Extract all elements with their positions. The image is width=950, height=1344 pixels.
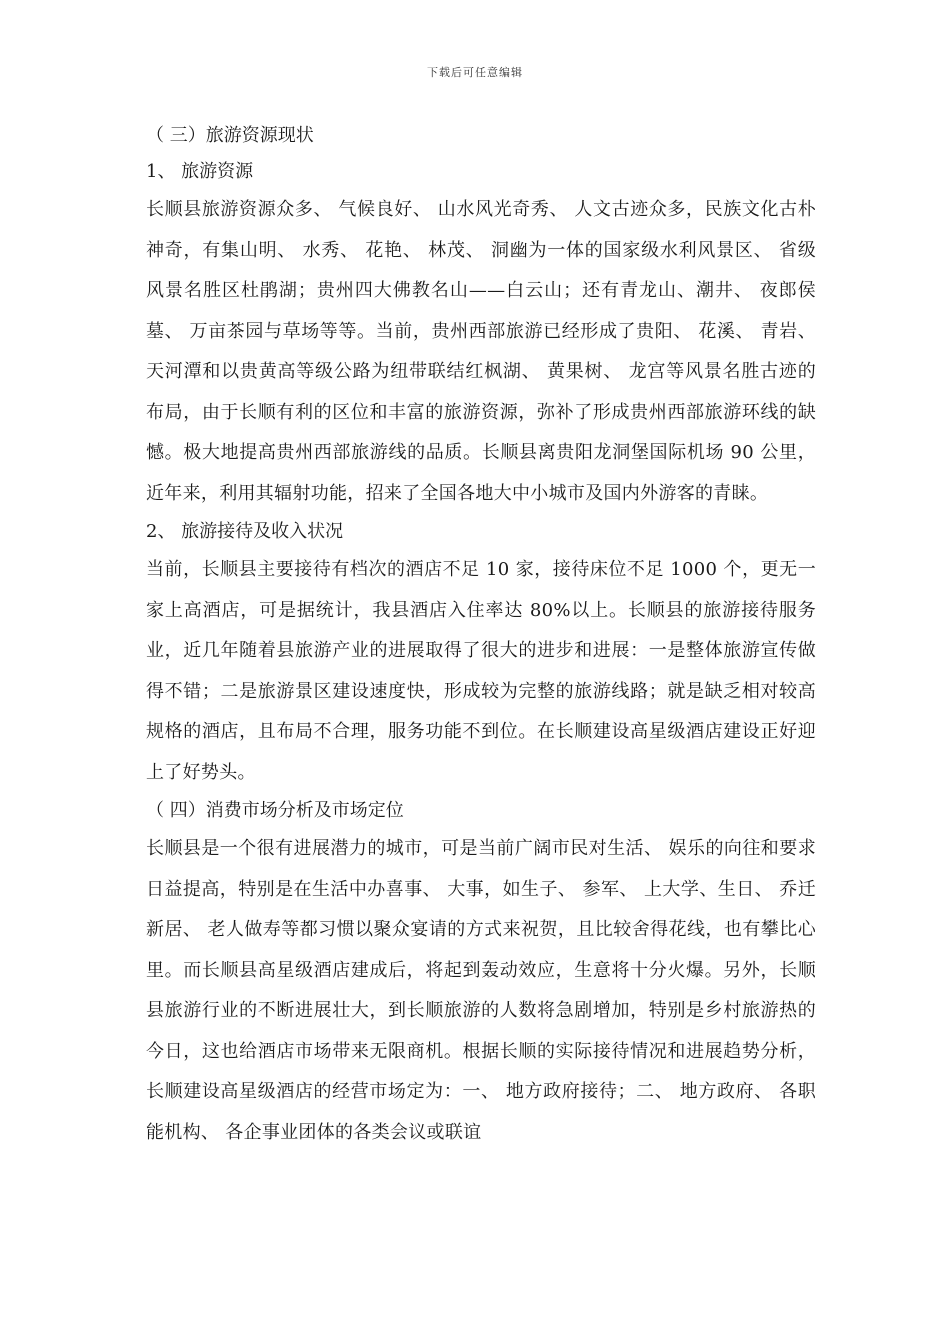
document-body xyxy=(146,118,816,1153)
paragraph-market-analysis: 长顺县是一个很有进展潜力的城市，可是当前广阔市民对生活、 娱乐的向往和要求日益提高，特别是在生活中办喜事、 大事，如生子、 参军、 上大学、生日、 乔迁新居、 老人做寿等都习惯以聚众宴请的方式来祝贺，且比较舍得花线，也有攀比心里。而长顺县高星级酒店建成后，将起到轰动效应，生意将十分火爆。另外，长顺县旅游行业的不断进展壮大，到长顺旅游的人数将急剧增加，特别是乡村旅游热的今日，这也给酒店市场带来无限商机。根据长顺的实际接待情况和进展趋势分析，长顺建设高星级酒店的经营市场定为：一、 地方政府接待；二、 地方政府、 各职能机构、 各企事业团体的各类会议或联谊 xyxy=(146,838,816,1143)
section-heading-market-analysis: （ 四）消费市场分析及市场定位 xyxy=(146,800,404,821)
page-header: 下载后可任意编辑 xyxy=(427,66,523,79)
paragraph-tourism-resources: 长顺县旅游资源众多、 气候良好、 山水风光奇秀、 人文古迹众多，民族文化古朴神奇，有集山明、 水秀、 花艳、 林茂、 洞幽为一体的国家级水利风景区、 省级风景名胜区杜鹃湖；贵州四大佛教名山——白云山；还有青龙山、潮井、 夜郎侯墓、 万亩茶园与草场等等。当前，贵州西部旅游已经形成了贵阳、 花溪、 青岩、 天河潭和以贵黄高等级公路为纽带联结红枫湖、 黄果树、 龙宫等风景名胜古迹的布局，由于长顺有利的区位和丰富的旅游资源，弥补了形成贵州西部旅游环线的缺憾。极大地提高贵州西部旅游线的品质。长顺县离贵阳龙洞堡国际机场 90 公里，近年来，利用其辐射功能，招来了全国各地大中小城市及国内外游客的青睐。 xyxy=(146,199,816,504)
section-heading-tourism-status: （ 三）旅游资源现状 xyxy=(146,125,314,146)
paragraph-reception-income: 当前，长顺县主要接待有档次的酒店不足 10 家，接待床位不足 1000 个，更无一家上高酒店，可是据统计，我县酒店入住率达 80%以上。长顺县的旅游接待服务业，近几年随着县旅游产业的进展取得了很大的进步和进展：一是整体旅游宣传做得不错；二是旅游景区建设速度快，形成较为完整的旅游线路；就是缺乏相对较高规格的酒店，且布局不合理，服务功能不到位。在长顺建设高星级酒店建设正好迎上了好势头。 xyxy=(146,559,816,783)
subsection-heading-reception-income: 2、 旅游接待及收入状况 xyxy=(146,521,344,542)
subsection-heading-tourism-resources: 1、 旅游资源 xyxy=(146,161,254,182)
